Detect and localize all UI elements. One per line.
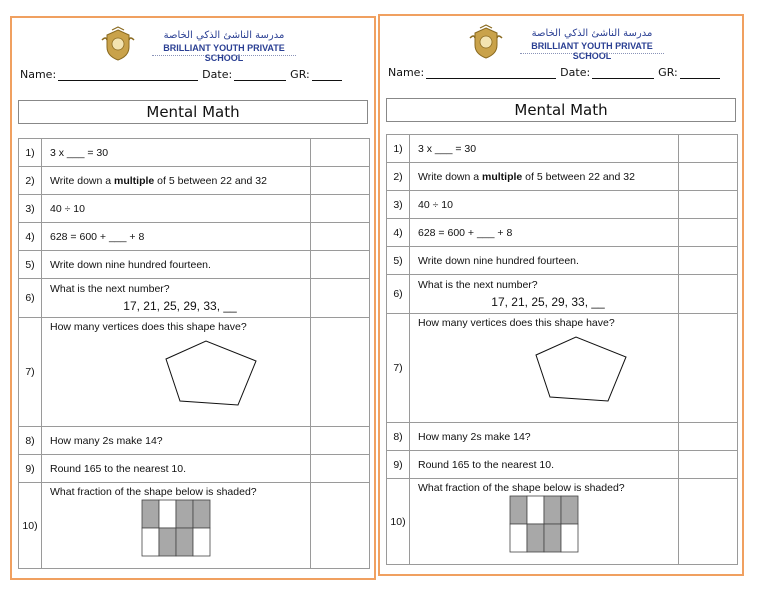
question-number: 2) [387, 163, 410, 191]
answer-cell[interactable] [311, 455, 370, 483]
grid-cell-shaded [176, 528, 193, 556]
question-text: Write down nine hundred fourteen. [42, 251, 311, 279]
question-text: What is the next number? 17, 21, 25, 29, 33, __ [410, 275, 679, 314]
question-row [387, 451, 738, 479]
question-text: Write down a multiple of 5 between 22 and 32 [42, 167, 311, 195]
question-number: 9) [19, 455, 42, 483]
grade-field[interactable] [680, 66, 720, 79]
questions-table [386, 134, 738, 565]
name-label: Name: [388, 66, 425, 79]
shaded-grid-shape [50, 498, 290, 558]
question-number: 6) [387, 275, 410, 314]
grid-cell-unshaded [561, 524, 578, 552]
question-number: 7) [387, 314, 410, 423]
question-text: Round 165 to the nearest 10. [410, 451, 679, 479]
question-row [387, 423, 738, 451]
grade-label: GR: [290, 68, 310, 81]
answer-cell[interactable] [311, 251, 370, 279]
question-text: Write down a multiple of 5 between 22 and 32 [410, 163, 679, 191]
question-text: How many 2s make 14? [42, 427, 311, 455]
question-text: What fraction of the shape below is shaded? [410, 479, 679, 565]
question-number: 1) [387, 135, 410, 163]
answer-cell[interactable] [679, 163, 738, 191]
question-text: What fraction of the shape below is shaded? [42, 483, 311, 569]
date-field[interactable] [234, 68, 286, 81]
question-number: 1) [19, 139, 42, 167]
question-row [387, 314, 738, 423]
question-row [387, 247, 738, 275]
question-number: 9) [387, 451, 410, 479]
school-crest-icon [98, 26, 138, 62]
name-label: Name: [20, 68, 57, 81]
question-text: Round 165 to the nearest 10. [42, 455, 311, 483]
pentagon-shape-icon [418, 329, 658, 405]
worksheet-title: Mental Math [386, 98, 736, 122]
question-row [19, 483, 370, 569]
student-info-line [20, 68, 368, 86]
question-row [19, 167, 370, 195]
question-number: 2) [19, 167, 42, 195]
answer-cell[interactable] [679, 135, 738, 163]
answer-cell[interactable] [679, 219, 738, 247]
question-number: 10) [19, 483, 42, 569]
answer-cell[interactable] [679, 275, 738, 314]
question-number: 5) [19, 251, 42, 279]
answer-cell[interactable] [679, 314, 738, 423]
number-sequence: 17, 21, 25, 29, 33, __ [491, 295, 605, 309]
worksheet-header [380, 16, 742, 86]
shaded-grid-shape [418, 494, 658, 554]
question-number: 4) [19, 223, 42, 251]
worksheet-title: Mental Math [18, 100, 368, 124]
question-number: 3) [19, 195, 42, 223]
question-row [19, 139, 370, 167]
question-number: 8) [387, 423, 410, 451]
question-text: 628 = 600 + ___ + 8 [410, 219, 679, 247]
question-number: 7) [19, 318, 42, 427]
grid-cell-unshaded [527, 496, 544, 524]
question-text: How many 2s make 14? [410, 423, 679, 451]
grid-cell-shaded [544, 496, 561, 524]
grid-cell-shaded [561, 496, 578, 524]
grid-cell-unshaded [193, 528, 210, 556]
name-field[interactable] [58, 68, 198, 81]
question-row [387, 479, 738, 565]
date-label: Date: [560, 66, 591, 79]
grid-cell-shaded [544, 524, 561, 552]
pentagon-shape-icon [50, 333, 290, 409]
question-row [387, 219, 738, 247]
grid-cell-shaded [193, 500, 210, 528]
grid-cell-shaded [142, 500, 159, 528]
answer-cell[interactable] [679, 247, 738, 275]
date-label: Date: [202, 68, 233, 81]
question-row [19, 223, 370, 251]
answer-cell[interactable] [311, 223, 370, 251]
question-number: 6) [19, 279, 42, 318]
question-text: 40 ÷ 10 [410, 191, 679, 219]
answer-cell[interactable] [311, 167, 370, 195]
question-row [19, 279, 370, 318]
grid-cell-shaded [527, 524, 544, 552]
question-number: 5) [387, 247, 410, 275]
question-text: What is the next number? 17, 21, 25, 29, 33, __ [42, 279, 311, 318]
grid-cell-unshaded [510, 524, 527, 552]
question-row [387, 191, 738, 219]
question-row [387, 135, 738, 163]
question-number: 3) [387, 191, 410, 219]
worksheet-header [12, 18, 374, 88]
school-name-english: BRILLIANT YOUTH PRIVATE SCHOOL [163, 43, 285, 63]
question-row [19, 318, 370, 427]
question-text: 628 = 600 + ___ + 8 [42, 223, 311, 251]
answer-cell[interactable] [311, 318, 370, 427]
name-field[interactable] [426, 66, 556, 79]
question-row [19, 251, 370, 279]
answer-cell[interactable] [311, 427, 370, 455]
student-info-line [388, 66, 736, 84]
answer-cell[interactable] [679, 191, 738, 219]
question-row [19, 455, 370, 483]
worksheet-right [378, 14, 744, 576]
grade-field[interactable] [312, 68, 342, 81]
date-field[interactable] [592, 66, 654, 79]
question-row [387, 163, 738, 191]
questions-table [18, 138, 370, 569]
grid-cell-unshaded [159, 500, 176, 528]
answer-cell[interactable] [311, 279, 370, 318]
question-row [19, 427, 370, 455]
question-text: Write down nine hundred fourteen. [410, 247, 679, 275]
question-row [19, 195, 370, 223]
grid-cell-shaded [159, 528, 176, 556]
school-name-english: BRILLIANT YOUTH PRIVATE SCHOOL [531, 41, 653, 61]
school-crest-icon [466, 24, 506, 60]
answer-cell[interactable] [311, 139, 370, 167]
grid-cell-shaded [176, 500, 193, 528]
question-text: How many vertices does this shape have? [42, 318, 311, 427]
worksheet-left [10, 16, 376, 580]
question-number: 4) [387, 219, 410, 247]
answer-cell[interactable] [679, 423, 738, 451]
question-text: 40 ÷ 10 [42, 195, 311, 223]
question-row [387, 275, 738, 314]
answer-cell[interactable] [679, 451, 738, 479]
school-name-arabic: مدرسة الناشئ الذكي الخاصة [531, 28, 653, 39]
answer-cell[interactable] [311, 483, 370, 569]
grade-label: GR: [658, 66, 678, 79]
number-sequence: 17, 21, 25, 29, 33, __ [123, 299, 237, 313]
grid-cell-shaded [510, 496, 527, 524]
grid-cell-unshaded [142, 528, 159, 556]
school-subtitle-line [520, 53, 664, 57]
question-number: 8) [19, 427, 42, 455]
question-text: 3 x ___ = 30 [410, 135, 679, 163]
question-text: 3 x ___ = 30 [42, 139, 311, 167]
school-subtitle-line [152, 55, 296, 59]
question-text: How many vertices does this shape have? [410, 314, 679, 423]
answer-cell[interactable] [679, 479, 738, 565]
answer-cell[interactable] [311, 195, 370, 223]
question-number: 10) [387, 479, 410, 565]
school-name-arabic: مدرسة الناشئ الذكي الخاصة [163, 30, 285, 41]
